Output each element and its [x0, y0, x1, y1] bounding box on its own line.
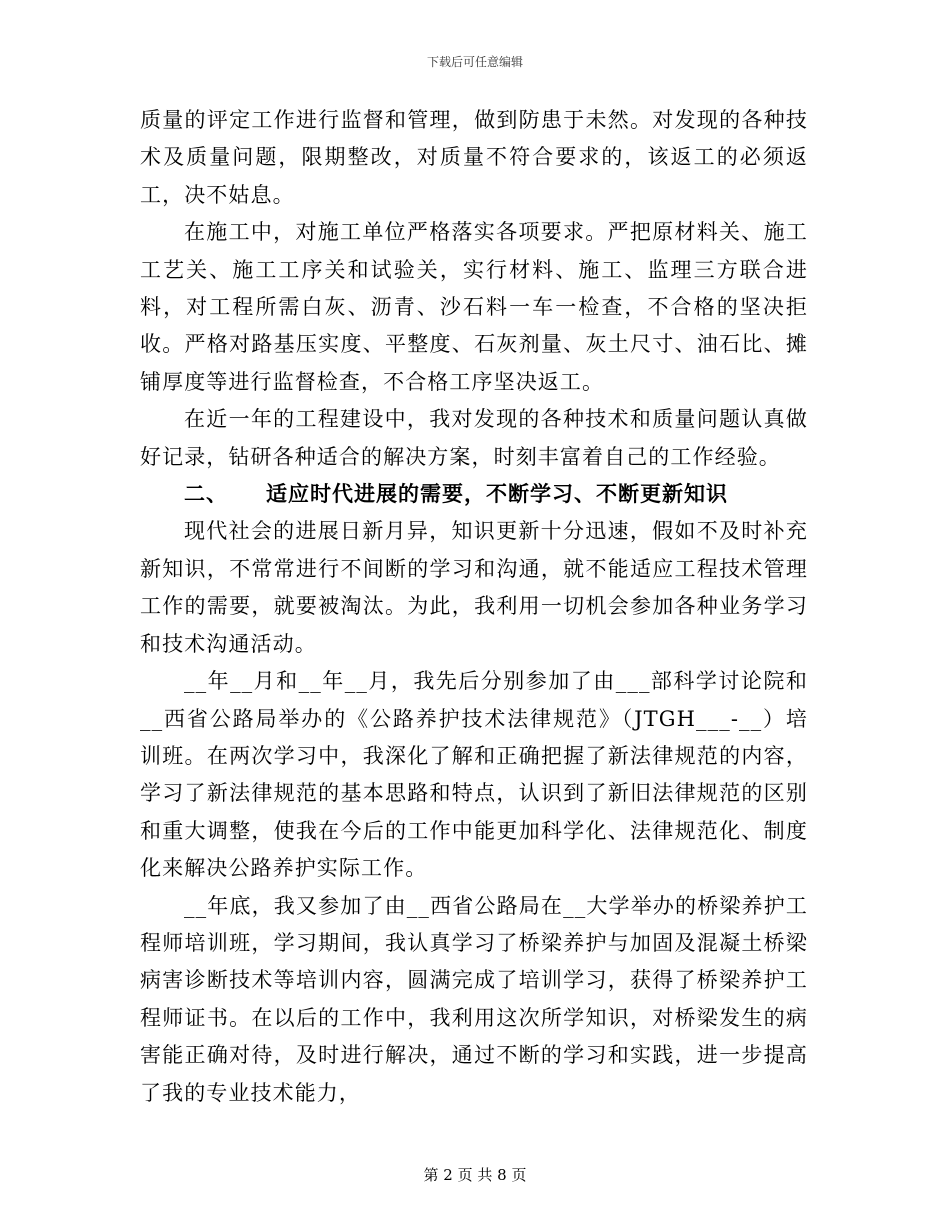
section-heading: [140, 476, 808, 513]
document-body: [140, 102, 808, 1112]
paragraph-1: 质量的评定工作进行监督和管理，做到防患于未然。对发现的各种技术及质量问题，限期整改，对质量不符合要求的，该返工的必须返工，决不姑息。: [140, 108, 808, 207]
page-footer: 第 2 页 共 8 页: [423, 1166, 527, 1184]
paragraph-4: 现代社会的进展日新月异，知识更新十分迅速，假如不及时补充新知识，不常常进行不间断的学习和沟通，就不能适应工程技术管理工作的需要，就要被淘汰。为此，我利用一切机会参加各种业务学习和技术沟通活动。: [140, 519, 808, 656]
section-heading-title: 适应时代进展的需要，不断学习、不断更新知识: [266, 482, 728, 507]
paragraph-5: __年__月和__年__月，我先后分别参加了由___部科学讨论院和__西省公路局举办的《公路养护技术法律规范》（JTGH___-__）培训班。在两次学习中，我深化了解和正确把握了新法律规范的内容，学习了新法律规范的基本思路和特点，认识到了新旧法律规范的区别和重大调整，使我在今后的工作中能更加科学化、法律规范化、制度化来解决公路养护实际工作。: [140, 669, 808, 881]
paragraph-6: __年底，我又参加了由__西省公路局在__大学举办的桥梁养护工程师培训班，学习期间，我认真学习了桥梁养护与加固及混凝土桥梁病害诊断技术等培训内容，圆满完成了培训学习，获得了桥梁养护工程师证书。在以后的工作中，我利用这次所学知识，对桥梁发生的病害能正确对待，及时进行解决，通过不断的学习和实践，进一步提高了我的专业技术能力，: [140, 893, 808, 1105]
section-heading-number: 二、: [184, 482, 228, 507]
page-header: 下载后可任意编辑: [426, 55, 523, 69]
paragraph-2: 在施工中，对施工单位严格落实各项要求。严把原材料关、施工工艺关、施工工序关和试验关，实行材料、施工、监理三方联合进料，对工程所需白灰、沥青、沙石料一车一检查，不合格的坚决拒收。严格对路基压实度、平整度、石灰剂量、灰土尺寸、油石比、摊铺厚度等进行监督检查，不合格工序坚决返工。: [140, 220, 808, 394]
paragraph-3: 在近一年的工程建设中，我对发现的各种技术和质量问题认真做好记录，钻研各种适合的解决方案，时刻丰富着自己的工作经验。: [140, 407, 808, 469]
